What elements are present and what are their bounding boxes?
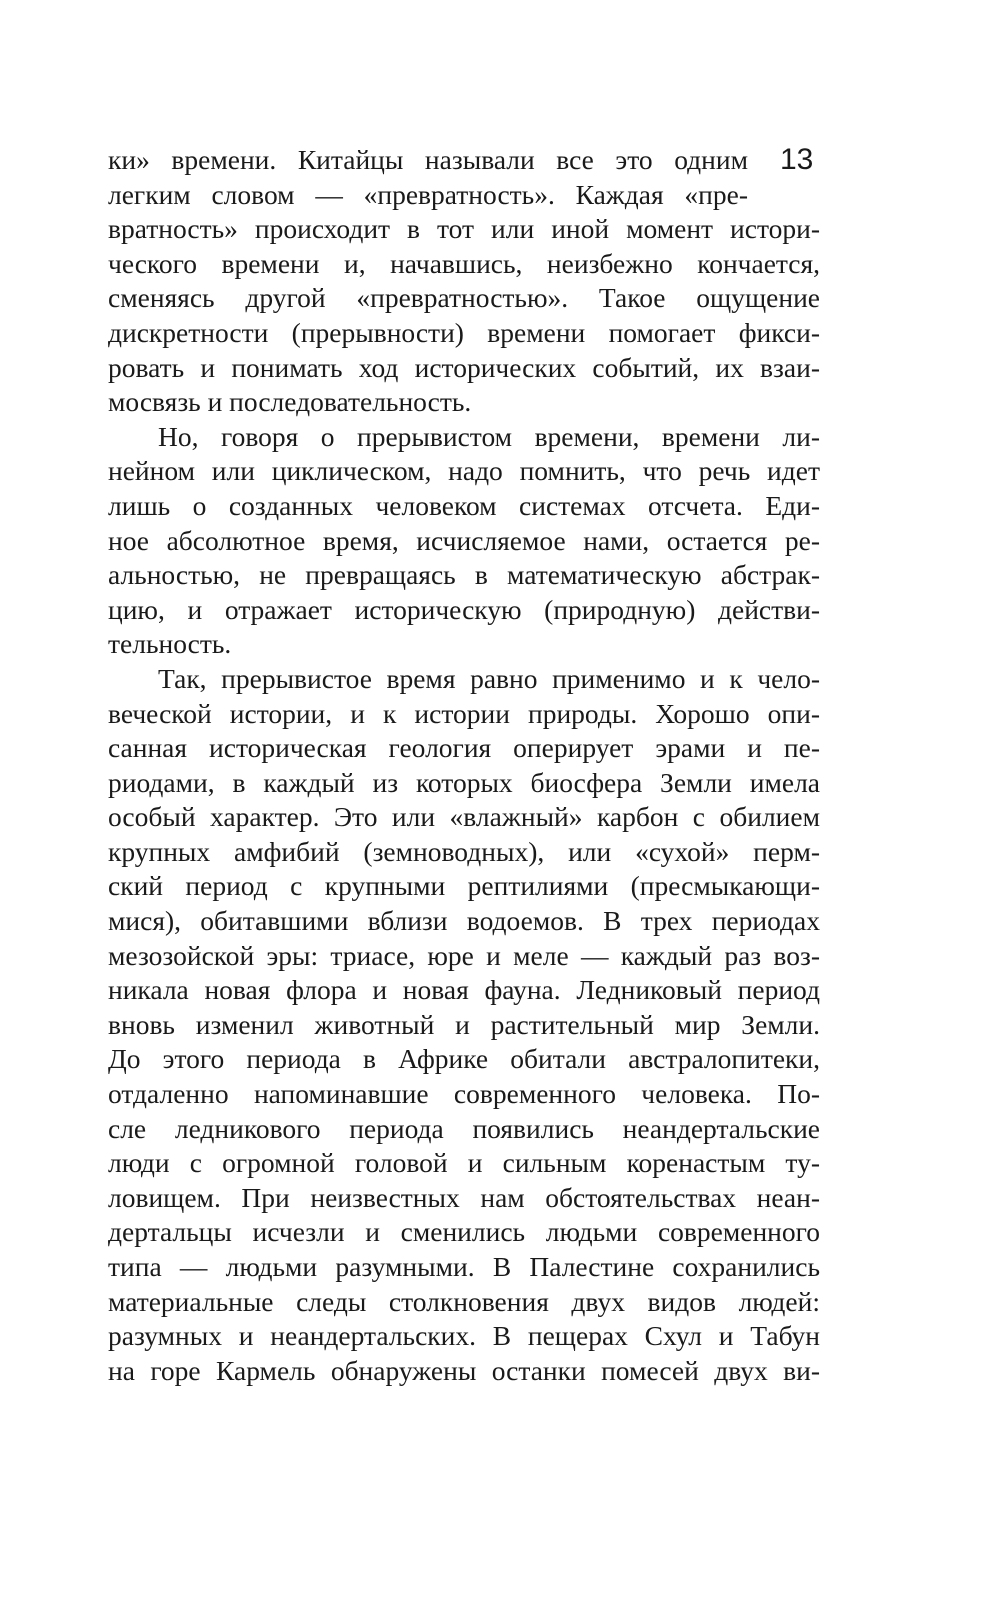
text-line: ки» времени. Китайцы называли все это одним [108, 144, 748, 175]
text-line: мосвязь и последовательность. [108, 386, 472, 418]
text-line: альностью, не превращаясь в математическую абстрак- [108, 559, 820, 591]
paragraph-1 [108, 143, 820, 420]
text-line: цию, и отражает историческую (природную) действи- [108, 593, 820, 625]
text-line: вновь изменил животный и растительный мир Земли. [108, 1008, 820, 1040]
text-line: дискретности (прерывности) времени помогает фикси- [108, 316, 820, 348]
text-line: вратность» происходит в тот или иной момент истори- [108, 213, 820, 245]
text-line: на горе Кармель обнаружены останки помесей двух ви- [108, 1354, 820, 1386]
paragraph-3 [108, 662, 820, 1388]
text-line: особый характер. Это или «влажный» карбон с обилием [108, 801, 820, 833]
text-line: крупных амфибий (земноводных), или «сухой» перм- [108, 835, 820, 867]
text-line: мися), обитавшими вблизи водоемов. В трех периодах [108, 905, 820, 937]
text-line: сле ледникового периода появились неандертальские [108, 1112, 820, 1144]
text-line: санная историческая геология оперирует эрами и пе- [108, 732, 820, 764]
page-number: 13 [780, 143, 814, 176]
text-line: никала новая флора и новая фауна. Ледниковый период [108, 974, 820, 1006]
text-line: ский период с крупными рептилиями (пресмыкающи- [108, 870, 820, 902]
text-line: сменяясь другой «превратностью». Такое ощущение [108, 282, 820, 314]
text-line: типа — людьми разумными. В Палестине сохранились [108, 1251, 820, 1282]
text-line: мезозойской эры: триасе, юре и меле — каждый раз воз- [108, 939, 820, 971]
text-line: лишь о созданных человеком системах отсчета. Еди- [108, 489, 820, 521]
text-line: люди с огромной головой и сильным коренастым ту- [108, 1147, 820, 1179]
text-line: тельность. [108, 628, 232, 660]
text-line: ное абсолютное время, исчисляемое нами, остается ре- [108, 524, 820, 556]
text-line: Так, прерывистое время равно применимо и к чело- [158, 662, 820, 694]
text-line: отдаленно напоминавшие современного человека. По- [108, 1078, 820, 1110]
text-line: До этого периода в Африке обитали австралопитеки, [108, 1043, 820, 1075]
text-line: веческой истории, и к истории природы. Хорошо опи- [108, 697, 820, 729]
paragraph-2 [108, 420, 820, 662]
text-line: легким словом — «превратность». Каждая «пре- [108, 178, 748, 210]
text-line: нейном или циклическом, надо помнить, что речь идет [108, 455, 820, 487]
text-line: разумных и неандертальских. В пещерах Схул и Табун [108, 1320, 820, 1352]
text-line: Но, говоря о прерывистом времени, времени ли- [158, 420, 820, 452]
text-line: ровать и понимать ход исторических событий, их взаи- [108, 351, 820, 383]
text-line: ловищем. При неизвестных нам обстоятельствах неан- [108, 1181, 820, 1213]
text-line: дертальцы исчезли и сменились людьми современного [108, 1216, 820, 1248]
text-line: ческого времени и, начавшись, неизбежно кончается, [108, 247, 820, 279]
page-body-text [108, 143, 820, 1473]
text-line: материальные следы столкновения двух видов людей: [108, 1285, 820, 1317]
text-line: риодами, в каждый из которых биосфера Земли имела [108, 766, 820, 798]
